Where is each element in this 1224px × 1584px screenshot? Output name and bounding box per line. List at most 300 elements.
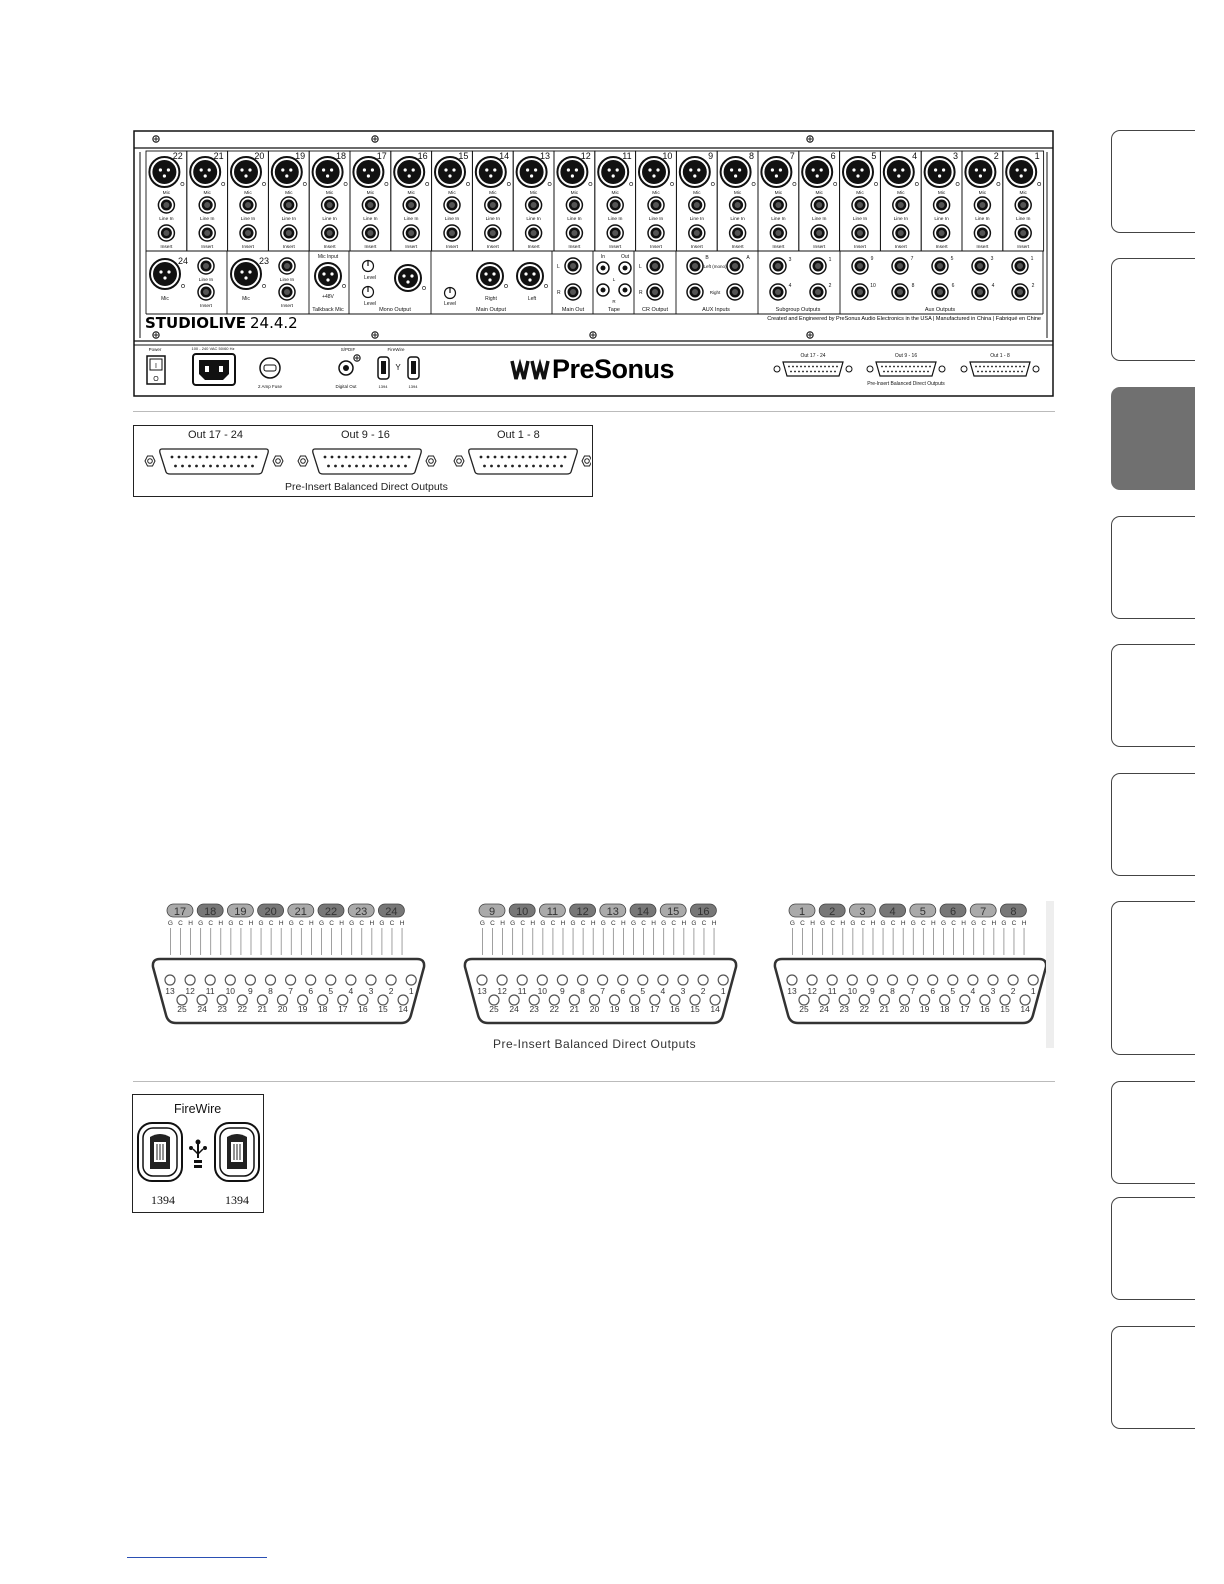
pinout-channel-number-11: 11 bbox=[546, 906, 559, 918]
pinout-channel-number-4: 4 bbox=[889, 906, 896, 918]
cr-output-r-jack[interactable] bbox=[647, 284, 663, 300]
aux-output-jack-2[interactable] bbox=[1012, 284, 1028, 300]
insert-jack-10[interactable] bbox=[648, 225, 664, 241]
pin-hole bbox=[718, 975, 728, 985]
pinout-channel-number-14: 14 bbox=[636, 906, 650, 918]
line-in-label: Line In bbox=[159, 217, 174, 222]
pinout-channel-number-18: 18 bbox=[204, 906, 217, 918]
insert-label: Insert bbox=[813, 245, 826, 250]
tape-l-label: L bbox=[612, 277, 616, 282]
tape-rca-jack[interactable] bbox=[619, 284, 631, 296]
line-in-jack-15[interactable] bbox=[444, 197, 460, 213]
pin-letter-h: H bbox=[369, 920, 375, 927]
panel-screw-icon bbox=[807, 332, 813, 338]
channel-number-10: 10 bbox=[662, 151, 673, 161]
pin-letter-h: H bbox=[560, 920, 566, 927]
aux-out-number-2: 2 bbox=[1031, 283, 1035, 289]
line-in-jack-20[interactable] bbox=[240, 197, 256, 213]
panel-dsub-caption: Pre-Insert Balanced Direct Outputs bbox=[867, 381, 945, 387]
pin-hole bbox=[286, 975, 296, 985]
tape-in-label: In bbox=[600, 254, 606, 260]
firewire-port-right[interactable] bbox=[215, 1123, 259, 1181]
subgroup-output-jack-1[interactable] bbox=[810, 258, 826, 274]
pin-hole bbox=[598, 975, 608, 985]
mic-label: Mic bbox=[693, 191, 701, 196]
pin-number-23: 23 bbox=[839, 1004, 849, 1014]
pinout-channel-number-13: 13 bbox=[606, 906, 619, 918]
line-in-jack-14[interactable] bbox=[485, 197, 501, 213]
line-in-jack-9[interactable] bbox=[689, 197, 705, 213]
channel-number-16: 16 bbox=[417, 151, 428, 161]
pin-hole bbox=[988, 975, 998, 985]
pin-letter-h: H bbox=[248, 920, 254, 927]
mic-label: Mic bbox=[285, 191, 293, 196]
line-in-jack-19[interactable] bbox=[281, 197, 297, 213]
side-tab-10[interactable] bbox=[1111, 1326, 1195, 1429]
channel-number-14: 14 bbox=[499, 151, 510, 161]
pinout-group-3 bbox=[775, 904, 1046, 1023]
channel-number-5: 5 bbox=[871, 151, 877, 161]
line-in-jack-11[interactable] bbox=[607, 197, 623, 213]
talkback-level-knob[interactable] bbox=[363, 261, 374, 272]
insert-jack-20[interactable] bbox=[240, 225, 256, 241]
detail-dsub-connector-2[interactable] bbox=[313, 449, 422, 474]
pin-hole bbox=[827, 975, 837, 985]
subgroup-number-3: 3 bbox=[788, 257, 792, 263]
pinout-group-2 bbox=[465, 904, 736, 1023]
line-in-jack-1[interactable] bbox=[1015, 197, 1031, 213]
insert-jack-23[interactable] bbox=[279, 284, 295, 300]
pin-number-25: 25 bbox=[177, 1004, 187, 1014]
insert-jack-14[interactable] bbox=[485, 225, 501, 241]
insert-label: Insert bbox=[201, 245, 214, 250]
insert-jack-18[interactable] bbox=[322, 225, 338, 241]
panel-credits: Created and Engineered by PreSonus Audio Electronics in the USA | Manufactured in China | Fabriqué en Chine bbox=[767, 316, 1041, 322]
insert-jack-22[interactable] bbox=[158, 225, 174, 241]
line-in-jack-21[interactable] bbox=[199, 197, 215, 213]
power-switch[interactable] bbox=[147, 356, 165, 384]
tape-rca-jack[interactable] bbox=[597, 284, 609, 296]
pin-number-23: 23 bbox=[217, 1004, 227, 1014]
tape-out-label: Out bbox=[620, 254, 630, 260]
pin-hole bbox=[165, 975, 175, 985]
insert-label: Insert bbox=[160, 245, 173, 250]
spdif-coax-jack[interactable] bbox=[339, 361, 353, 375]
mic-label: Mic bbox=[815, 191, 823, 196]
pin-hole bbox=[326, 975, 336, 985]
side-tab-4[interactable] bbox=[1111, 516, 1195, 619]
side-tab-5[interactable] bbox=[1111, 644, 1195, 747]
insert-label: Insert bbox=[282, 245, 295, 250]
pin-number-21: 21 bbox=[569, 1004, 580, 1014]
pin-number-19: 19 bbox=[609, 1004, 620, 1014]
line-in-label: Line In bbox=[444, 217, 460, 222]
pin-letter-h: H bbox=[218, 920, 224, 927]
subgroup-output-jack-4[interactable] bbox=[770, 284, 786, 300]
pin-letter-h: H bbox=[840, 920, 846, 927]
mono-level-knob[interactable] bbox=[363, 287, 374, 298]
insert-jack-8[interactable] bbox=[730, 225, 746, 241]
insert-label: Insert bbox=[650, 245, 662, 250]
fuse-label: 2 Amp Fuse bbox=[257, 384, 283, 389]
pin-number-25: 25 bbox=[799, 1004, 809, 1014]
pin-letter-c: C bbox=[610, 920, 616, 927]
pin-number-15: 15 bbox=[690, 1004, 700, 1014]
pin-letter-g: G bbox=[510, 920, 516, 927]
iec-power-inlet[interactable] bbox=[193, 354, 235, 385]
main-out-r-jack[interactable] bbox=[565, 284, 581, 300]
side-tab-8[interactable] bbox=[1111, 1081, 1195, 1184]
insert-jack-17[interactable] bbox=[362, 225, 378, 241]
insert-label: Insert bbox=[281, 304, 293, 309]
side-tab-6[interactable] bbox=[1111, 773, 1195, 876]
pin-number-15: 15 bbox=[1000, 1004, 1010, 1014]
pin-letter-g: G bbox=[318, 920, 325, 927]
pin-letter-g: G bbox=[661, 920, 667, 927]
pin-letter-c: C bbox=[268, 920, 274, 927]
pin-letter-g: G bbox=[910, 920, 916, 927]
line-in-label: Line In bbox=[893, 217, 909, 222]
channel-number-15: 15 bbox=[458, 151, 469, 161]
pin-number-21: 21 bbox=[257, 1004, 268, 1014]
tape-r-label: R bbox=[612, 299, 616, 304]
insert-jack-7[interactable] bbox=[770, 225, 786, 241]
aux-out-number-8: 8 bbox=[911, 283, 915, 289]
insert-jack-13[interactable] bbox=[526, 225, 542, 241]
line-in-label: Line In bbox=[811, 217, 827, 222]
insert-jack-2[interactable] bbox=[974, 225, 990, 241]
pin-hole bbox=[638, 975, 648, 985]
line-in-jack-13[interactable] bbox=[526, 197, 542, 213]
pin-number-25: 25 bbox=[489, 1004, 499, 1014]
pin-number-5: 5 bbox=[328, 986, 334, 996]
dsub-detail-out-9-16: Out 9 - 16 bbox=[341, 429, 390, 441]
pin-letter-h: H bbox=[188, 920, 193, 927]
pin-letter-c: C bbox=[238, 920, 244, 927]
insert-jack-3[interactable] bbox=[934, 225, 950, 241]
aux-in-a-right-jack[interactable] bbox=[727, 284, 743, 300]
line-in-label: Line In bbox=[281, 217, 297, 222]
separator-2 bbox=[133, 1081, 1055, 1082]
talkback-level-label: Level bbox=[364, 275, 376, 281]
mono-level-label: Level bbox=[364, 301, 376, 307]
line-in-jack-3[interactable] bbox=[934, 197, 950, 213]
dsub-detail-caption: Pre-Insert Balanced Direct Outputs bbox=[285, 481, 448, 493]
insert-label: Insert bbox=[446, 245, 458, 250]
aux-a-label: A bbox=[746, 255, 750, 261]
main-level-knob[interactable] bbox=[445, 288, 456, 299]
pin-number-14: 14 bbox=[710, 1004, 720, 1014]
mic-label: Mic bbox=[161, 296, 169, 302]
dsub-detail-out-17-24: Out 17 - 24 bbox=[188, 429, 244, 441]
dsub-screw-icon bbox=[454, 456, 464, 466]
insert-jack-16[interactable] bbox=[403, 225, 419, 241]
firewire-port-left[interactable] bbox=[138, 1123, 182, 1181]
pin-number-12: 12 bbox=[807, 986, 817, 996]
digital-out-label: Digital Out bbox=[335, 384, 357, 389]
line-in-jack-8[interactable] bbox=[730, 197, 746, 213]
pin-letter-c: C bbox=[641, 920, 646, 927]
main-out-l-jack[interactable] bbox=[565, 258, 581, 274]
pin-letter-g: G bbox=[349, 920, 355, 927]
mic-label: Mic bbox=[978, 191, 987, 196]
panel-screw-icon bbox=[372, 136, 378, 142]
pin-number-5: 5 bbox=[950, 986, 956, 996]
pin-number-12: 12 bbox=[185, 986, 195, 996]
tape-label: Tape bbox=[608, 307, 620, 313]
insert-jack-15[interactable] bbox=[444, 225, 460, 241]
pin-number-18: 18 bbox=[317, 1004, 328, 1014]
line-in-jack-12[interactable] bbox=[566, 197, 582, 213]
pin-number-5: 5 bbox=[640, 986, 646, 996]
pin-number-16: 16 bbox=[670, 1004, 680, 1014]
panel-dsub-label-1: Out 17 - 24 bbox=[800, 353, 826, 359]
pin-number-4: 4 bbox=[348, 986, 354, 996]
pin-number-2: 2 bbox=[1010, 986, 1016, 996]
insert-jack-9[interactable] bbox=[689, 225, 705, 241]
pin-number-17: 17 bbox=[960, 1004, 970, 1014]
line-in-jack-23[interactable] bbox=[279, 258, 295, 274]
panel-firewire-port[interactable] bbox=[378, 357, 389, 379]
firewire-detail-box bbox=[132, 1094, 264, 1213]
pin-hole bbox=[867, 975, 877, 985]
subgroup-number-4: 4 bbox=[788, 283, 792, 289]
fuse-holder[interactable] bbox=[260, 358, 280, 378]
pin-letter-c: C bbox=[329, 920, 334, 927]
pin-number-6: 6 bbox=[930, 986, 936, 996]
insert-jack-4[interactable] bbox=[893, 225, 909, 241]
pin-letter-h: H bbox=[810, 920, 815, 927]
aux-out-number-1: 1 bbox=[1030, 256, 1034, 262]
panel-brand: STUDIOLIVE bbox=[145, 314, 246, 332]
line-in-label: Line In bbox=[322, 217, 337, 222]
aux-output-jack-3[interactable] bbox=[972, 258, 988, 274]
insert-label: Insert bbox=[1017, 245, 1030, 250]
pin-hole bbox=[948, 975, 958, 985]
pinout-channel-number-17: 17 bbox=[173, 906, 187, 918]
insert-label: Insert bbox=[609, 245, 622, 250]
pin-letter-c: C bbox=[389, 920, 395, 927]
aux-inputs-label: AUX Inputs bbox=[702, 307, 730, 313]
firewire-symbol-icon bbox=[189, 1140, 207, 1169]
dsub-screw-icon bbox=[145, 456, 155, 466]
insert-label: Insert bbox=[976, 245, 989, 250]
pin-number-22: 22 bbox=[549, 1004, 560, 1014]
insert-label: Insert bbox=[690, 245, 703, 250]
pin-number-1: 1 bbox=[1030, 986, 1036, 996]
pin-letter-h: H bbox=[870, 920, 876, 927]
channel-number-19: 19 bbox=[295, 151, 306, 161]
pin-hole bbox=[928, 975, 938, 985]
subgroup-output-jack-3[interactable] bbox=[770, 258, 786, 274]
pin-hole bbox=[497, 975, 507, 985]
pin-number-9: 9 bbox=[560, 986, 565, 996]
pin-number-4: 4 bbox=[970, 986, 976, 996]
aux-output-jack-10[interactable] bbox=[852, 284, 868, 300]
panel-1394-label: 1394 bbox=[408, 384, 418, 389]
pin-letter-h: H bbox=[590, 920, 596, 927]
insert-jack-12[interactable] bbox=[566, 225, 582, 241]
insert-jack-6[interactable] bbox=[811, 225, 827, 241]
insert-jack-24[interactable] bbox=[198, 284, 214, 300]
mic-label: Mic bbox=[489, 191, 497, 196]
subgroup-output-jack-2[interactable] bbox=[810, 284, 826, 300]
mic-label: Mic bbox=[897, 191, 905, 196]
pin-letter-c: C bbox=[701, 920, 707, 927]
aux-in-b-left-jack[interactable] bbox=[687, 258, 703, 274]
panel-screw-icon bbox=[153, 136, 159, 142]
insert-jack-11[interactable] bbox=[607, 225, 623, 241]
talkback-label: Talkback Mic bbox=[312, 307, 344, 313]
pinout-channel-number-10: 10 bbox=[516, 906, 529, 918]
spdif-screw-icon bbox=[354, 355, 360, 361]
power-on-label: I bbox=[155, 363, 157, 370]
aux-output-jack-7[interactable] bbox=[892, 258, 908, 274]
line-in-label: Line In bbox=[567, 217, 582, 222]
pin-letter-h: H bbox=[961, 920, 966, 927]
main-output-label: Main Output bbox=[476, 307, 506, 313]
insert-label: Insert bbox=[568, 245, 581, 250]
pin-letter-g: G bbox=[691, 920, 697, 927]
pin-hole bbox=[537, 975, 547, 985]
channel-number-2: 2 bbox=[993, 151, 999, 161]
pin-number-10: 10 bbox=[847, 986, 858, 996]
footer-link-underline[interactable] bbox=[127, 1557, 267, 1558]
aux-out-number-7: 7 bbox=[910, 256, 914, 262]
channel-number-4: 4 bbox=[912, 151, 918, 161]
pin-number-4: 4 bbox=[660, 986, 666, 996]
main-right-label: Right bbox=[485, 296, 497, 302]
pin-number-3: 3 bbox=[990, 986, 996, 996]
aux-output-jack-1[interactable] bbox=[1012, 258, 1028, 274]
mic-label: Mic bbox=[856, 191, 864, 196]
pin-hole bbox=[1028, 975, 1038, 985]
insert-label: Insert bbox=[486, 245, 499, 250]
panel-firewire-port[interactable] bbox=[408, 357, 419, 379]
pin-letter-c: C bbox=[178, 920, 183, 927]
main-left-label: Left bbox=[527, 296, 537, 302]
pin-hole bbox=[386, 975, 396, 985]
pin-letter-g: G bbox=[880, 920, 886, 927]
panel-firewire-label: FireWire bbox=[387, 347, 405, 352]
pin-number-19: 19 bbox=[297, 1004, 308, 1014]
pin-number-17: 17 bbox=[338, 1004, 348, 1014]
line-in-jack-10[interactable] bbox=[648, 197, 664, 213]
line-in-jack-2[interactable] bbox=[974, 197, 990, 213]
line-in-jack-4[interactable] bbox=[893, 197, 909, 213]
pin-letter-c: C bbox=[671, 920, 677, 927]
talkback-mic-input-label: Mic Input bbox=[317, 254, 339, 260]
dsub-screw-icon bbox=[582, 456, 591, 466]
aux-output-jack-5[interactable] bbox=[932, 258, 948, 274]
mic-label: Mic bbox=[774, 191, 783, 196]
main-out-r-label: R bbox=[557, 290, 561, 296]
pin-number-11: 11 bbox=[205, 986, 215, 996]
pin-number-1: 1 bbox=[720, 986, 726, 996]
pin-letter-h: H bbox=[900, 920, 906, 927]
mic-label: Mic bbox=[570, 191, 579, 196]
pin-letter-c: C bbox=[890, 920, 896, 927]
insert-jack-5[interactable] bbox=[852, 225, 868, 241]
tape-rca-jack[interactable] bbox=[597, 262, 609, 274]
pin-letter-h: H bbox=[500, 920, 505, 927]
pin-number-24: 24 bbox=[509, 1004, 519, 1014]
aux-b-label: B bbox=[705, 255, 709, 261]
pin-number-24: 24 bbox=[819, 1004, 829, 1014]
aux-output-jack-4[interactable] bbox=[972, 284, 988, 300]
pin-hole bbox=[185, 975, 195, 985]
aux-output-jack-8[interactable] bbox=[892, 284, 908, 300]
pin-number-12: 12 bbox=[497, 986, 507, 996]
pin-letter-g: G bbox=[167, 920, 173, 927]
pin-hole bbox=[908, 975, 918, 985]
pin-number-16: 16 bbox=[980, 1004, 990, 1014]
line-in-jack-24[interactable] bbox=[198, 258, 214, 274]
line-in-jack-7[interactable] bbox=[770, 197, 786, 213]
aux-output-jack-9[interactable] bbox=[852, 258, 868, 274]
pin-number-2: 2 bbox=[388, 986, 394, 996]
insert-label: Insert bbox=[242, 245, 254, 250]
pin-letter-c: C bbox=[951, 920, 956, 927]
pin-letter-g: G bbox=[1001, 920, 1007, 927]
pin-letter-c: C bbox=[830, 920, 836, 927]
line-in-jack-6[interactable] bbox=[811, 197, 827, 213]
pin-letter-g: G bbox=[850, 920, 856, 927]
power-label: Power bbox=[148, 347, 162, 352]
line-in-jack-22[interactable] bbox=[158, 197, 174, 213]
cr-output-l-jack[interactable] bbox=[647, 258, 663, 274]
aux-output-jack-6[interactable] bbox=[932, 284, 948, 300]
pin-number-18: 18 bbox=[939, 1004, 950, 1014]
firewire-right-label: 1394 bbox=[225, 1193, 249, 1207]
line-in-jack-5[interactable] bbox=[852, 197, 868, 213]
tape-rca-jack[interactable] bbox=[619, 262, 631, 274]
insert-jack-19[interactable] bbox=[281, 225, 297, 241]
line-in-jack-18[interactable] bbox=[322, 197, 338, 213]
insert-jack-21[interactable] bbox=[199, 225, 215, 241]
dsub-pinout-diagram bbox=[0, 895, 1224, 1055]
dsub-detail-out-1-8: Out 1 - 8 bbox=[497, 429, 540, 441]
channel-number-1: 1 bbox=[1034, 151, 1040, 161]
pin-number-8: 8 bbox=[268, 986, 273, 996]
pin-letter-g: G bbox=[540, 920, 546, 927]
channel-number-9: 9 bbox=[708, 151, 714, 161]
line-in-label: Line In bbox=[198, 278, 214, 283]
pin-number-8: 8 bbox=[890, 986, 895, 996]
line-in-jack-16[interactable] bbox=[403, 197, 419, 213]
pin-hole bbox=[847, 975, 857, 985]
cr-l-label: L bbox=[639, 264, 642, 270]
line-in-label: Line In bbox=[485, 217, 501, 222]
pinout-channel-number-16: 16 bbox=[697, 906, 710, 918]
aux-in-a-left-jack[interactable] bbox=[727, 258, 743, 274]
presonus-logo: PreSonus bbox=[552, 354, 675, 384]
channel-number-22: 22 bbox=[172, 151, 183, 161]
mic-label: Mic bbox=[448, 191, 456, 196]
detail-dsub-connector-1[interactable] bbox=[160, 449, 269, 474]
side-tab-9[interactable] bbox=[1111, 1197, 1195, 1300]
aux-in-b-right-jack[interactable] bbox=[687, 284, 703, 300]
aux-out-number-9: 9 bbox=[870, 256, 874, 262]
pinout-edge-shade bbox=[1046, 901, 1054, 1048]
line-in-jack-17[interactable] bbox=[362, 197, 378, 213]
pin-hole bbox=[698, 975, 708, 985]
detail-dsub-connector-3[interactable] bbox=[469, 449, 578, 474]
line-in-label: Line In bbox=[648, 217, 664, 222]
insert-jack-1[interactable] bbox=[1015, 225, 1031, 241]
panel-screw-icon bbox=[590, 332, 596, 338]
pin-letter-g: G bbox=[940, 920, 947, 927]
